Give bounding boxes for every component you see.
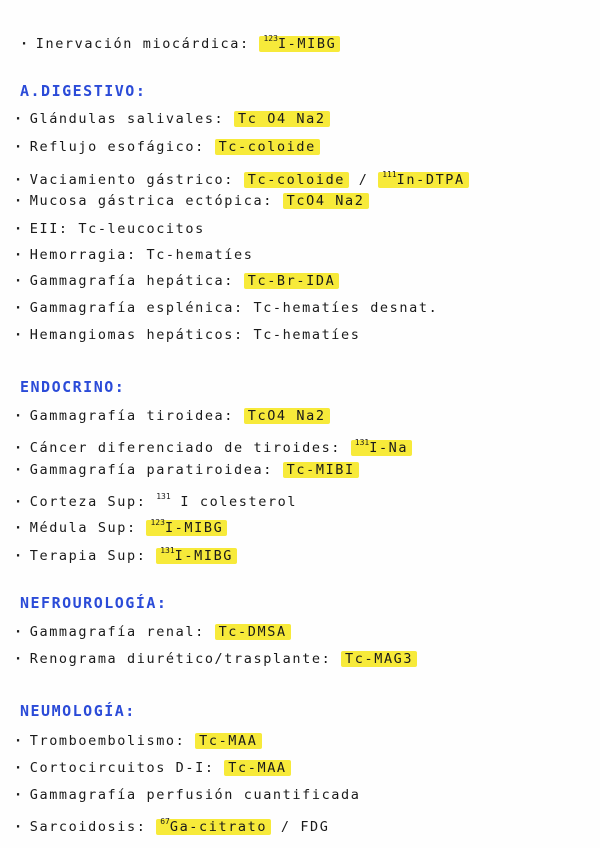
item-label: Hemorragia: Tc-hematíes [29, 247, 254, 263]
tracer-highlight [195, 733, 261, 749]
isotope-mass: 123 [263, 34, 278, 43]
item-tail: / FDG [280, 819, 330, 835]
tracer-highlight [224, 760, 290, 776]
bullet-dot: · [14, 139, 24, 155]
isotope-mass: 131 [160, 546, 175, 555]
list-item [14, 270, 339, 292]
item-label: Médula Sup: [29, 520, 137, 536]
tracer-name: Tc-coloide [247, 172, 346, 188]
list-item [14, 324, 360, 346]
tracer-name: In-DTPA [396, 172, 465, 188]
isotope-mass: 123 [150, 518, 165, 527]
bullet-dot: · [20, 36, 30, 52]
list-item [14, 621, 291, 643]
bullet-dot: · [14, 273, 24, 289]
bullet-dot: · [14, 300, 24, 316]
list-item [20, 28, 340, 50]
tracer-name: TcO4 Na2 [247, 408, 326, 424]
item-label: Gammagrafía perfusión cuantificada [29, 787, 361, 803]
list-item [14, 108, 330, 130]
list-item [14, 405, 330, 427]
item-label: Gammagrafía tiroidea: [29, 408, 235, 424]
tracer-name: I-Na [369, 440, 409, 456]
list-item [14, 432, 412, 454]
bullet-dot: · [14, 819, 24, 835]
list-item [14, 811, 330, 833]
item-label: Sarcoidosis: [29, 819, 147, 835]
list-item [14, 218, 205, 240]
isotope-mass: 111 [382, 170, 397, 179]
bullet-dot: · [14, 494, 24, 510]
item-label: Terapia Sup: [29, 548, 147, 564]
item-label: Cáncer diferenciado de tiroides: [29, 440, 342, 456]
item-label: Gammagrafía esplénica: Tc-hematíes desnat. [29, 300, 439, 316]
list-item [14, 648, 417, 670]
bullet-dot: · [14, 651, 24, 667]
item-label: Gammagrafía paratiroidea: [29, 462, 273, 478]
tracer-highlight [351, 440, 412, 456]
list-item [14, 512, 227, 534]
bullet-dot: · [14, 327, 24, 343]
tracer-highlight [341, 651, 417, 667]
tracer-name: I-MIBG [174, 548, 234, 564]
list-item [14, 297, 438, 319]
bullet-dot: · [14, 733, 24, 749]
tracer-name: Tc O4 Na2 [238, 111, 326, 127]
tracer-name: Ga-citrato [169, 819, 268, 835]
item-label: Renograma diurético/trasplante: [29, 651, 332, 667]
section-heading: NEUMOLOGÍA: [20, 702, 136, 720]
tracer-name: Tc-MIBI [286, 462, 355, 478]
separator: / [349, 172, 379, 188]
item-label: Inervación miocárdica: [35, 36, 250, 52]
bullet-dot: · [14, 408, 24, 424]
tracer-highlight [244, 172, 349, 188]
tracer-name: Tc-coloide [218, 139, 316, 155]
item-label: EII: Tc-leucocitos [29, 221, 205, 237]
section-heading: ENDOCRINO: [20, 378, 126, 396]
tracer-highlight [234, 111, 330, 127]
item-label: Vaciamiento gástrico: [29, 172, 235, 188]
bullet-dot: · [14, 462, 24, 478]
tracer-highlight [378, 172, 469, 188]
item-label: Hemangiomas hepáticos: Tc-hematíes [29, 327, 361, 343]
bullet-dot: · [14, 111, 24, 127]
tracer-name: Tc-MAA [199, 733, 258, 749]
tracer-highlight [244, 273, 340, 289]
tracer-name: Tc-MAG3 [345, 651, 414, 667]
item-label: Mucosa gástrica ectópica: [29, 193, 273, 209]
bullet-dot: · [14, 624, 24, 640]
bullet-dot: · [14, 760, 24, 776]
tracer-name: I-MIBG [164, 520, 224, 536]
list-item [14, 244, 253, 266]
item-label: Gammagrafía renal: [29, 624, 205, 640]
bullet-dot: · [14, 440, 24, 456]
tracer-highlight [215, 139, 320, 155]
list-item [14, 486, 297, 508]
tracer-name: Tc-DMSA [218, 624, 287, 640]
tracer-name: TcO4 Na2 [286, 193, 365, 209]
tracer-highlight [156, 548, 237, 564]
tracer-highlight [156, 819, 271, 835]
tracer-highlight [283, 462, 359, 478]
tracer-name: I-MIBG [277, 36, 337, 52]
item-label: Corteza Sup: [29, 494, 147, 510]
bullet-dot: · [14, 193, 24, 209]
bullet-dot: · [14, 221, 24, 237]
item-label: Cortocircuitos D-I: [29, 760, 215, 776]
tracer-highlight [146, 520, 227, 536]
list-item [14, 190, 369, 212]
bullet-dot: · [14, 247, 24, 263]
bullet-dot: · [14, 548, 24, 564]
list-item [14, 784, 360, 806]
bullet-dot: · [14, 787, 24, 803]
tracer-highlight [259, 36, 340, 52]
item-label: Glándulas salivales: [29, 111, 225, 127]
list-item [14, 540, 237, 562]
item-label: Tromboembolismo: [29, 733, 186, 749]
section-heading: NEFROUROLOGÍA: [20, 594, 168, 612]
isotope-mass: 67 [160, 817, 170, 826]
section-heading: A.DIGESTIVO: [20, 82, 147, 100]
item-label: Reflujo esofágico: [29, 139, 205, 155]
isotope-mass: 131 [354, 438, 370, 447]
list-item [14, 459, 359, 481]
bullet-dot: · [14, 172, 24, 188]
isotope-mass: 131 [156, 492, 171, 501]
list-item [14, 730, 262, 752]
tracer-name: Tc-MAA [228, 760, 287, 776]
tracer-highlight [283, 193, 369, 209]
tracer-highlight [215, 624, 291, 640]
list-item [14, 164, 469, 186]
bullet-dot: · [14, 520, 24, 536]
tracer-name: Tc-Br-IDA [247, 273, 336, 289]
item-tail: I colesterol [180, 494, 298, 510]
tracer-highlight [244, 408, 330, 424]
list-item [14, 136, 320, 158]
item-label: Gammagrafía hepática: [29, 273, 235, 289]
list-item [14, 757, 291, 779]
